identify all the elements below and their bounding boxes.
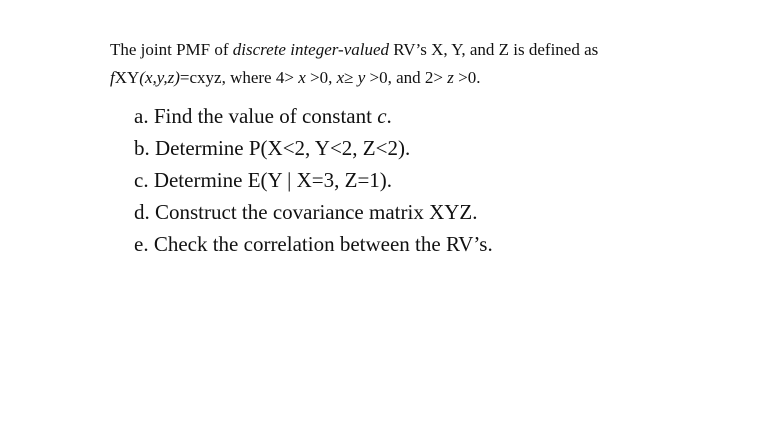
intro-line-2 <box>110 64 730 92</box>
intro-text: =cxyz, where 4> <box>179 68 299 87</box>
intro-line-1 <box>110 36 730 64</box>
var-y: y <box>357 68 366 87</box>
constant-c: c <box>377 104 387 128</box>
var-z: z <box>447 68 454 87</box>
intro-text: >0, and 2> <box>365 68 448 87</box>
var-x: x <box>336 68 345 87</box>
intro-text: >0. <box>453 68 481 87</box>
pmf-arguments: (x,y,z) <box>139 68 180 87</box>
intro-text: RV’s X, Y, and Z is defined as <box>389 40 599 59</box>
question-list <box>134 100 734 260</box>
question-text: a. Find the value of constant <box>134 104 378 128</box>
question-a <box>134 100 734 132</box>
intro-emphasis: discrete integer-valued <box>232 40 390 59</box>
intro-text: >0, <box>305 68 337 87</box>
question-text: . <box>386 104 392 128</box>
question-d: d. Construct the covariance matrix XYZ. <box>134 200 478 224</box>
pmf-symbol: f <box>110 68 115 87</box>
problem-statement <box>110 36 730 92</box>
intro-text: ≥ <box>344 68 358 87</box>
var-x: x <box>298 68 306 87</box>
question-b: b. Determine P(X<2, Y<2, Z<2). <box>134 136 411 160</box>
pmf-subscript: XY <box>114 68 140 87</box>
question-e: e. Check the correlation between the RV’s. <box>134 232 493 256</box>
question-c: c. Determine E(Y | X=3, Z=1). <box>134 168 393 192</box>
intro-text: The joint PMF of <box>110 40 233 59</box>
